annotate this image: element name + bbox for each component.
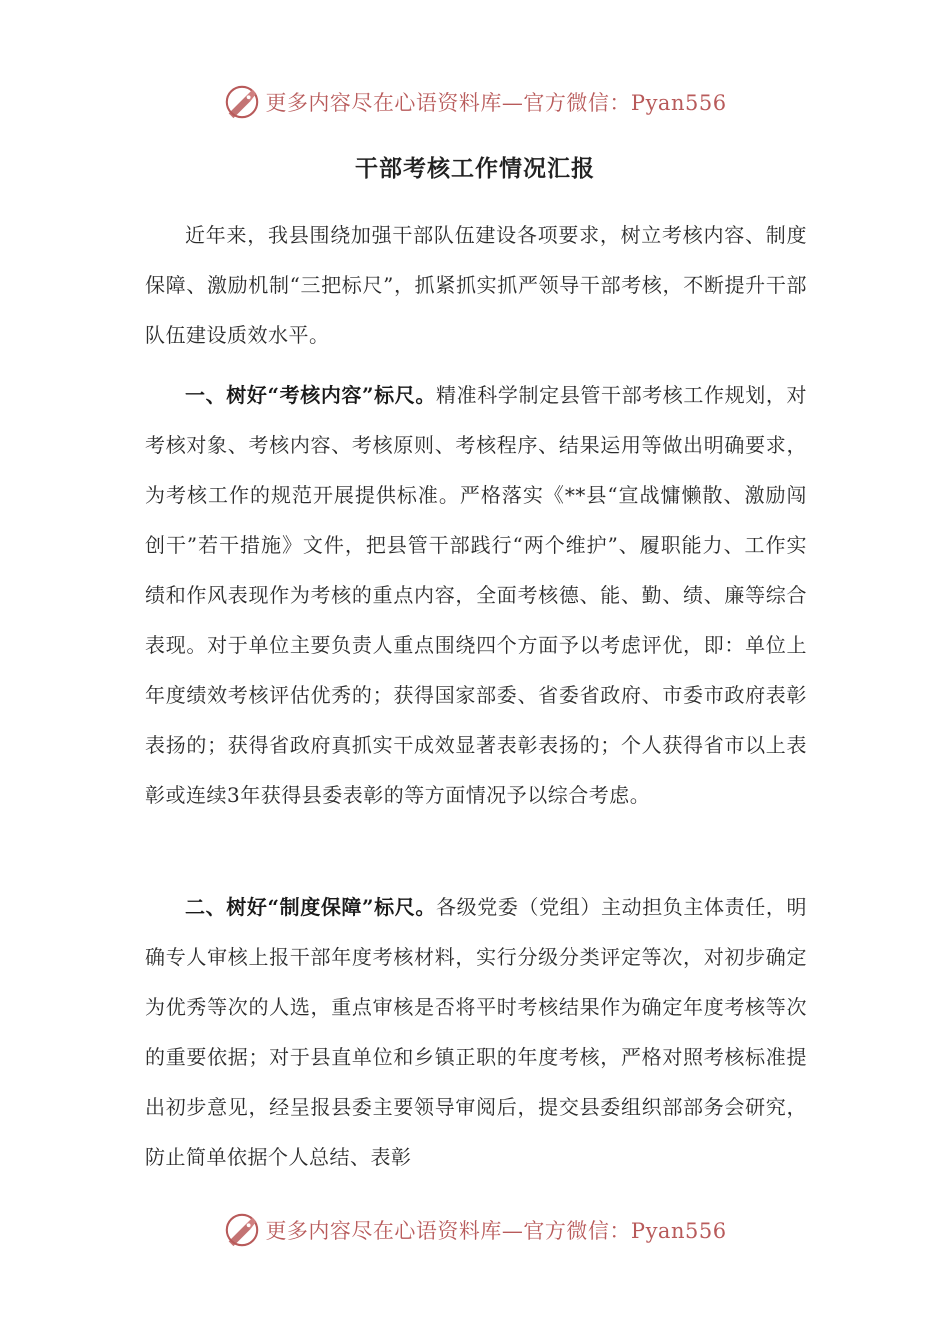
watermark-text: 更多内容尽在心语资料库—官方微信：Pyan556 xyxy=(265,91,727,115)
paragraph-intro xyxy=(145,210,807,360)
header-watermark-banner xyxy=(0,80,950,124)
watermark-text: 更多内容尽在心语资料库—官方微信：Pyan556 xyxy=(265,1219,727,1243)
pen-nib-logo-icon xyxy=(223,83,261,121)
paragraph-text xyxy=(145,210,807,360)
paragraph-section-1 xyxy=(145,370,807,820)
paragraph-body: 精准科学制定县管干部考核工作规划，对考核对象、考核内容、考核原则、考核程序、结果运用等做出明确要求，为考核工作的规范开展提供标准。严格落实《**县“宣战慵懒散、激励闯创干”若干措施》文件，把县管干部践行“两个维护”、履职能力、工作实绩和作风表现作为考核的重点内容，全面考核德、能、勤、绩、廉等综合表现。对于单位主要负责人重点围绕四个方面予以考虑评优，即：单位上年度绩效考核评估优秀的；获得国家部委、省委省政府、市委市政府表彰表扬的；获得省政府真抓实干成效显著表彰表扬的；个人获得省市以上表彰或连续3年获得县委表彰的等方面情况予以综合考虑。 xyxy=(145,383,808,807)
section-heading: 一、树好“考核内容”标尺。 xyxy=(185,383,437,407)
pen-nib-logo-icon xyxy=(223,1211,261,1249)
paragraph-text xyxy=(145,882,807,1182)
footer-watermark-banner xyxy=(0,1208,950,1252)
paragraph-text xyxy=(145,370,807,820)
document-title: 干部考核工作情况汇报 xyxy=(355,155,595,182)
paragraph-body: 各级党委（党组）主动担负主体责任，明确专人审核上报干部年度考核材料，实行分级分类评定等次，对初步确定为优秀等次的人选，重点审核是否将平时考核结果作为确定年度考核等次的重要依据；对于县直单位和乡镇正职的年度考核，严格对照考核标准提出初步意见，经呈报县委主要领导审阅后，提交县委组织部部务会研究，防止简单依据个人总结、表彰 xyxy=(145,895,808,1169)
paragraph-body: 近年来，我县围绕加强干部队伍建设各项要求，树立考核内容、制度保障、激励机制“三把标尺”，抓紧抓实抓严领导干部考核，不断提升干部队伍建设质效水平。 xyxy=(145,223,807,347)
paragraph-section-2 xyxy=(145,882,807,1182)
section-heading: 二、树好“制度保障”标尺。 xyxy=(185,895,437,919)
